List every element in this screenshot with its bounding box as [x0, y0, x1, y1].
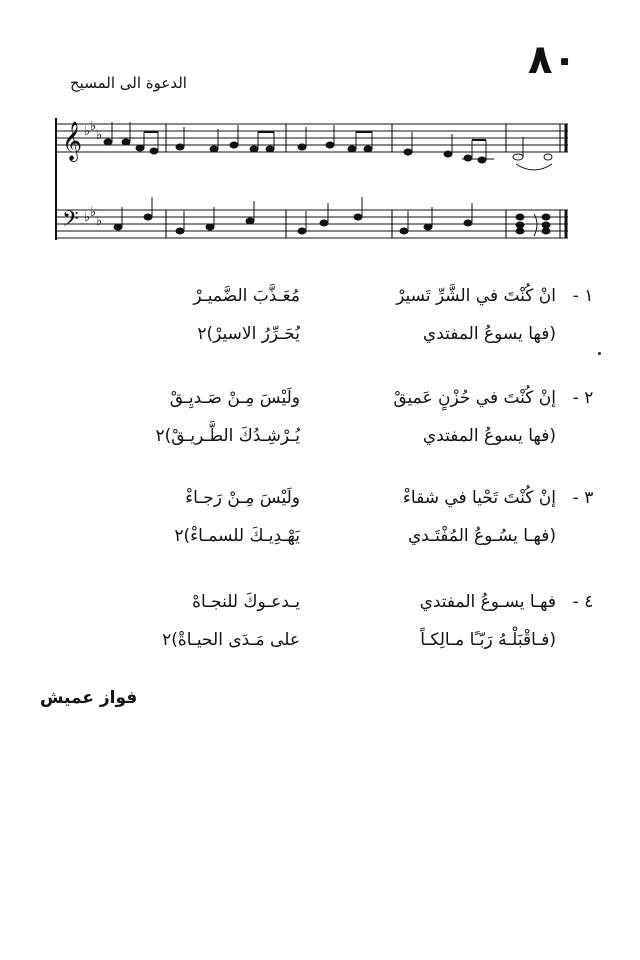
- verse-2: [30, 390, 600, 466]
- svg-text:♭: ♭: [90, 119, 97, 134]
- verse-hemistich-right: (فها يسوعُ المفتدي: [422, 324, 556, 344]
- svg-text:♭: ♭: [96, 128, 103, 143]
- verse-hemistich-right: إنْ كُنْتَ في حُزْنٍ عَميقْ: [393, 388, 556, 408]
- page-number: ٨٠: [528, 37, 577, 83]
- section-title: الدعوة الى المسيح: [70, 74, 187, 92]
- verse-hemistich-right: إنْ كُنْتَ تَحْيا في شقاءْ: [402, 488, 556, 508]
- svg-text:♭: ♭: [84, 124, 91, 139]
- verse-number: ٣ -: [572, 488, 594, 508]
- verse-hemistich-left: ولَيْسَ مِـنْ صَـديِـقْ: [169, 388, 300, 408]
- verse-hemistich-right: انْ كُنْتَ في الشَّرِّ تَسيرْ: [396, 286, 556, 306]
- verse-line: [30, 288, 600, 326]
- verse-line: [30, 594, 600, 632]
- verse-line: [30, 390, 600, 428]
- verse-hemistich-right: (فـاقْبَلْـهُ رَبّـًا مـالِكـاً: [420, 630, 556, 650]
- verse-number: ١ -: [572, 286, 594, 306]
- svg-text:♭: ♭: [84, 210, 91, 225]
- verse-hemistich-left: على مَـدَى الحيـاةْ)٢: [162, 630, 300, 650]
- verse-line: [30, 428, 600, 466]
- music-score: [54, 118, 574, 244]
- verse-hemistich-left: مُعَـذَّبَ الضَّميـرْ: [193, 286, 300, 306]
- author-name: فواز عميش: [40, 688, 138, 708]
- verse-hemistich-left: يُـرْشِـدُكَ الطَّـريـقْ)٢: [155, 426, 300, 446]
- verse-hemistich-right: (فها يسوعُ المفتدي: [422, 426, 556, 446]
- svg-text:♭: ♭: [96, 214, 103, 229]
- treble-clef-icon: 𝄞: [62, 121, 83, 161]
- svg-text:♭: ♭: [90, 205, 97, 220]
- verse-number: ٤ -: [572, 592, 594, 612]
- bass-clef-icon: 𝄢: [62, 207, 79, 237]
- stray-dot: [598, 352, 601, 355]
- verse-hemistich-left: يـدعـوكَ للنجـاهْ: [192, 592, 300, 612]
- verse-line: [30, 490, 600, 528]
- verse-hemistich-left: ولَيْسَ مِـنْ رَجـاءْ: [185, 488, 300, 508]
- verse-4: [30, 594, 600, 670]
- verse-3: [30, 490, 600, 566]
- verse-line: [30, 528, 600, 566]
- verse-line: [30, 632, 600, 670]
- verse-hemistich-left: يُحَـرِّرُ الاسيرْ)٢: [197, 324, 300, 344]
- verse-hemistich-left: يَهْـدِيـكَ للسمـاءْ)٢: [174, 526, 300, 546]
- verse-1: [30, 288, 600, 364]
- verse-number: ٢ -: [572, 388, 594, 408]
- verse-hemistich-right: فهـا يسـوعُ المفتدي: [419, 592, 556, 612]
- verse-line: [30, 326, 600, 364]
- verse-hemistich-right: (فهـا يسُـوعُ المُفْتَـدي: [407, 526, 556, 546]
